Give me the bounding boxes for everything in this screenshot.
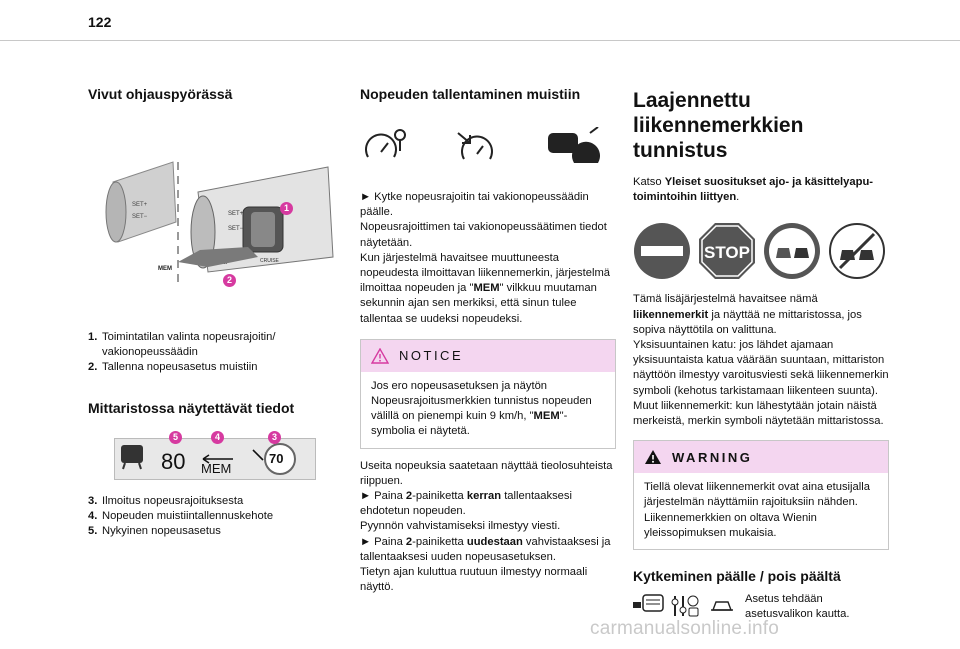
list-item: 3. Ilmoitus nopeusrajoituksesta [88,494,244,507]
display-legend [88,494,338,540]
warning-text: Tiellä olevat liikennemerkit ovat aina etusijalla järjestelmän näyttämiin rajoituksiin nähden. Liikennemerkkien on oltava Wienin yleissopimuksen mukaisia. [644,481,870,539]
warning-icon [644,449,662,465]
header-divider [0,40,960,41]
list-item: 4. Nopeuden muistiintallennuskehote [88,509,274,522]
end-no-overtaking-sign-icon [828,222,886,280]
page-number: 122 [88,14,112,30]
list-item: 1. Toimintatilan valinta nopeusrajoitin/ vakionopeussäädin [88,331,276,359]
heading-extended-recognition: Laajennettu liikennemerkkien tunnistus [633,89,804,162]
settings-text: Asetus tehdään asetusvalikon kautta. [745,593,850,621]
column-3 [633,74,889,622]
badge-3: 3 [268,431,281,444]
intro-reference: Katso Yleiset suositukset ajo- ja käsittelyaputoimintoihin liittyen. [633,176,874,204]
column-1 [88,74,338,539]
svg-text:SET−: SET− [228,226,244,232]
instrument-display [114,431,316,480]
save-speed-instructions: ► Kytke nopeusrajoitin tai vakionopeussäädin päälle. Nopeusrajoittimen tai vakionopeussäätimen tiedot näytetään. Kun järjestelmä havaitsee muuttuneesta nopeudesta ilmoittavan liikennemerkin, järjestelmä ilmoittaa nopeuden ja "MEM" vilkkuu muutaman sekunnin ajan sen merkiksi, että sinun tulee tallentaa se uudeksi nopeudeksi. [360,191,610,325]
list-item: 5. Nykyinen nopeusasetus [88,525,221,538]
svg-text:SET+: SET+ [132,202,148,208]
display-speed: 80 [161,448,186,474]
notice-label: NOTICE [399,348,464,364]
badge-5: 5 [169,431,182,444]
extended-recognition-text: Tämä lisäjärjestelmä havaitsee nämä liikennemerkit ja näyttää ne mittaristossa, jos sopiva näyttötila on valittuna. Yksisuuntainen katu: jos lähdet ajamaan yksisuuntaista katua väärään suuntaan, mittariston näyttöön ilmestyy varoitusviesti sekä liikennemerkin symboli (kehotus tarkistamaan liikenteen suunta). Muut liikennemerkit: kun lähestytään jotain näistä merkeistä, merkin symboli näytetään mittaristossa. [633,293,889,428]
no-overtaking-sign-icon [763,222,821,280]
heading-save-speed: Nopeuden tallentaminen muistiin [360,86,581,102]
badge-1: 1 [280,202,293,215]
svg-text:SET+: SET+ [228,211,244,217]
heading-steering-stalks: Vivut ohjauspyörässä [88,86,233,102]
notice-header [361,340,615,372]
stop-sign-icon [698,222,756,280]
warning-label: WARNING [672,449,753,465]
display-limit: 70 [269,450,284,466]
svg-text:STOP: STOP [704,243,750,263]
heading-on-off: Kytkeminen päälle / pois päältä [633,568,841,585]
list-item: 2. Tallenna nopeusasetus muistiin [88,361,258,374]
svg-text:MEM: MEM [158,266,172,272]
settings-menu-icons [633,592,737,620]
warning-box [633,440,889,550]
warning-header [634,441,888,473]
cruise-control-icon [452,127,502,167]
speed-limiter-icon [360,127,410,167]
adaptive-cruise-icon [544,127,600,167]
display-mem: MEM [201,460,232,476]
traffic-sign-icons [633,222,889,280]
column-2 [360,74,616,595]
stalk-illustration [88,122,338,285]
notice-icon [371,348,389,364]
heading-display-info: Mittaristossa näytettävät tiedot [88,399,295,416]
watermark: carmanualsonline.info [590,618,780,639]
multiple-speeds-text: Useita nopeuksia saatetaan näyttää tieolosuhteista riippuen. ► Paina 2-painiketta kerran tallentaaksesi ehdotetun nopeuden. Pyynnön vahvistamiseksi ilmestyy viesti. ► Paina 2-painiketta uudestaan vahvistaaksesi ja tallentaaksesi uuden nopeusasetuksen. Tietyn ajan kuluttua ruutuun ilmestyy normaali näyttö. [360,459,613,594]
stalk-legend [88,330,338,376]
speed-icons [360,124,600,170]
steering-stalk-image [88,122,338,282]
svg-text:SET−: SET− [132,214,148,220]
badge-4: 4 [211,431,224,444]
no-entry-sign-icon [633,222,691,280]
svg-text:CRUISE: CRUISE [260,258,279,264]
notice-text: Jos ero nopeusasetuksen ja näytön Nopeusrajoitusmerkkien tunnistus nopeuden välillä on pienempi kuin 9 km/h, "MEM"-symbolia ei näytetä. [371,379,592,438]
notice-box [360,339,616,449]
badge-2: 2 [223,274,236,287]
